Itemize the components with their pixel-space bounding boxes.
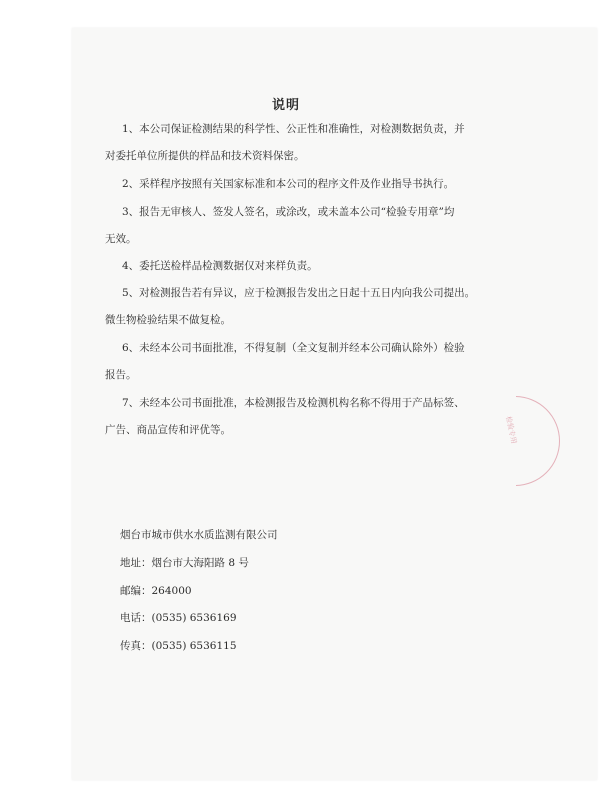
item-6-line-1: 6、未经本公司书面批准，不得复制（全文复制并经本公司确认除外）检验 — [122, 342, 465, 354]
item-1-line-1: 1、本公司保证检测结果的科学性、公正性和准确性，对检测数据负责，并 — [122, 123, 465, 135]
item-1-line-2: 对委托单位所提供的样品和技术资料保密。 — [105, 150, 305, 162]
item-7-line-1: 7、未经本公司书面批准，本检测报告及检测机构名称不得用于产品标签、 — [122, 397, 465, 409]
item-3-line-2: 无效。 — [105, 233, 137, 245]
item-5-line-1: 5、对检测报告若有异议，应于检测报告发出之日起十五日内向我公司提出。 — [122, 287, 476, 299]
item-6-line-2: 报告。 — [105, 369, 137, 381]
company-name: 烟台市城市供水水质监测有限公司 — [120, 529, 278, 541]
item-3-line-1: 3、报告无审核人、签发人签名，或涂改，或未盖本公司“检验专用章”均 — [122, 206, 455, 218]
document-title: 说明 — [272, 98, 301, 113]
item-5-line-2: 微生物检验结果不做复检。 — [105, 314, 231, 326]
company-phone: 电话：(0535) 6536169 — [120, 612, 237, 624]
item-7-line-2: 广告、商品宣传和评优等。 — [105, 424, 231, 436]
item-2-line-1: 2、采样程序按照有关国家标准和本公司的程序文件及作业指导书执行。 — [122, 178, 455, 190]
company-address: 地址：烟台市大海阳路 8 号 — [120, 557, 249, 569]
item-4-line-1: 4、委托送检样品检测数据仅对来样负责。 — [122, 260, 318, 272]
company-postcode: 邮编：264000 — [120, 585, 192, 597]
seal-stamp-text: 检验专用 — [504, 415, 518, 445]
company-fax: 传真：(0535) 6536115 — [120, 640, 237, 652]
